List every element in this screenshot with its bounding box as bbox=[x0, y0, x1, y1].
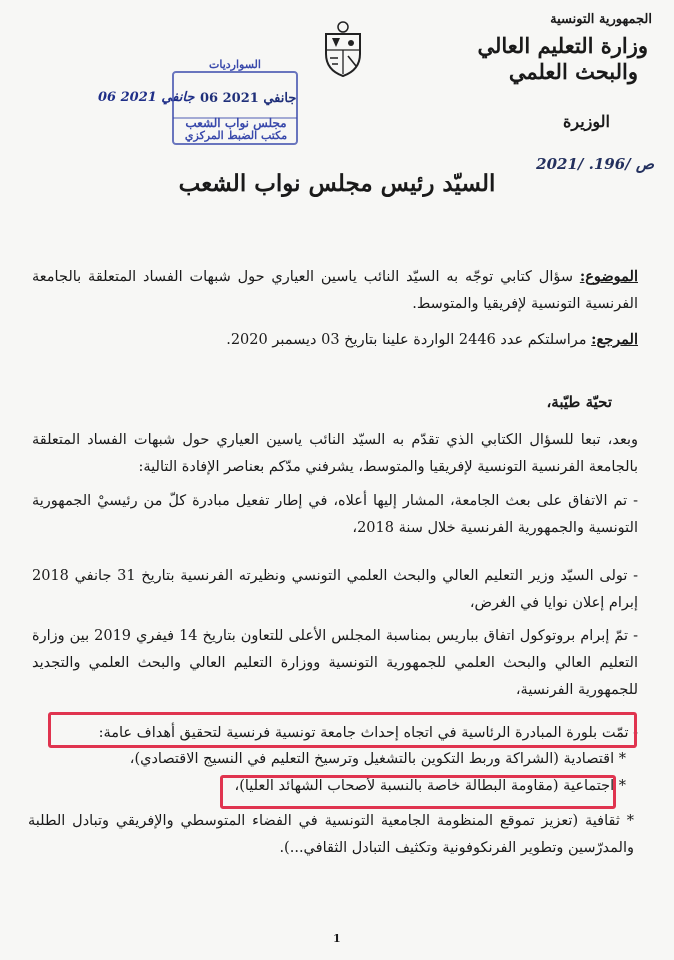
tunisia-emblem-icon bbox=[318, 20, 368, 78]
reference-label: المرجع: bbox=[591, 331, 638, 348]
reference-number: 2021/ .196/ ص bbox=[536, 155, 654, 173]
highlight-box bbox=[48, 712, 637, 748]
minister-title: الوزيرة bbox=[563, 112, 610, 131]
stamp-line-office: مكتب الضبط المركزي bbox=[184, 129, 288, 142]
addressee: السيّد رئيس مجلس نواب الشعب bbox=[178, 170, 496, 197]
bullet-item: - تم الاتفاق على بعث الجامعة، المشار إليها أعلاه، في إطار تفعيل مبادرة كلّ من رئيسيْ الجمهورية التونسية والجمهورية الفرنسية خلال سنة 2018، bbox=[32, 493, 638, 536]
ministry-name-line2: والبحث العلمي bbox=[508, 59, 638, 84]
subject-text: سؤال كتابي توجّه به السيّد النائب ياسين العياري حول شبهات الفساد المتعلقة بالجامعة الفرنسية التونسية لإفريقيا والمتوسط. bbox=[32, 269, 638, 312]
intro-paragraph: وبعد، تبعا للسؤال الكتابي الذي تقدّم به السيّد النائب ياسين العياري حول شبهات الفساد المتعلقة بالجامعة الفرنسية التونسية لإفريقيا والمتوسط، يشرفني مدّكم بعناصر الإفادة التالية: bbox=[32, 432, 638, 475]
bullet-item: - تمّ إبرام بروتوكول اتفاق بباريس بمناسبة المجلس الأعلى للتعاون بتاريخ 14 فيفري 2019 بين وزارة التعليم العالي والبحث العلمي للجمهورية التونسية ووزارة التعليم العالي والبحث العلمي والتجديد للجمهورية الفرنسية، bbox=[32, 628, 638, 698]
bullet-item: - تولى السيّد وزير التعليم العالي والبحث العلمي التونسي ونظيرته الفرنسية بتاريخ 31 جانفي 2018 إبرام إعلان نوايا في الغرض، bbox=[32, 568, 639, 611]
greeting: تحيّة طيّبة، bbox=[546, 393, 612, 411]
reference-text: مراسلتكم عدد 2446 الواردة علينا بتاريخ 03 ديسمبر 2020. bbox=[226, 332, 592, 348]
subject-line bbox=[32, 263, 638, 318]
bullet-item-highlighted: - تمّت بلورة المبادرة الرئاسية في اتجاه إحداث جامعة تونسية فرنسية لتحقيق أهداف عامة: bbox=[98, 725, 638, 741]
handwritten-date: 06 جانفي 2021 bbox=[98, 90, 195, 105]
page-number: 1 bbox=[333, 932, 341, 945]
subject-label: الموضوع: bbox=[579, 268, 638, 285]
republic-heading: الجمهورية التونسية bbox=[550, 12, 652, 27]
stamp-date: 06 جانفي 2021 bbox=[200, 91, 297, 106]
reference-line bbox=[32, 326, 638, 354]
sub-bullet-social: * اجتماعية (مقاومة البطالة خاصة بالنسبة لأصحاب الشهائد العليا)، bbox=[234, 778, 626, 794]
sub-bullet-economic: * اقتصادية (الشراكة وربط التكوين بالتشغيل وترسيخ التعليم في النسيج الاقتصادي)، bbox=[129, 751, 626, 767]
highlight-box bbox=[220, 775, 616, 809]
ministry-name-line1: وزارة التعليم العالي bbox=[477, 33, 648, 58]
sub-bullet-cultural: * ثقافية (تعزيز تموقع المنظومة الجامعية التونسية في الفضاء المتوسطي والإفريقي وتبادل الطلبة والمدرّسين وتطوير الفرنكوفونية وتكثيف التبادل الثقافي...). bbox=[28, 813, 634, 856]
stamp-line-parliament: مجلس نواب الشعب bbox=[185, 116, 287, 130]
stamp-title: السوارديات bbox=[209, 58, 261, 71]
